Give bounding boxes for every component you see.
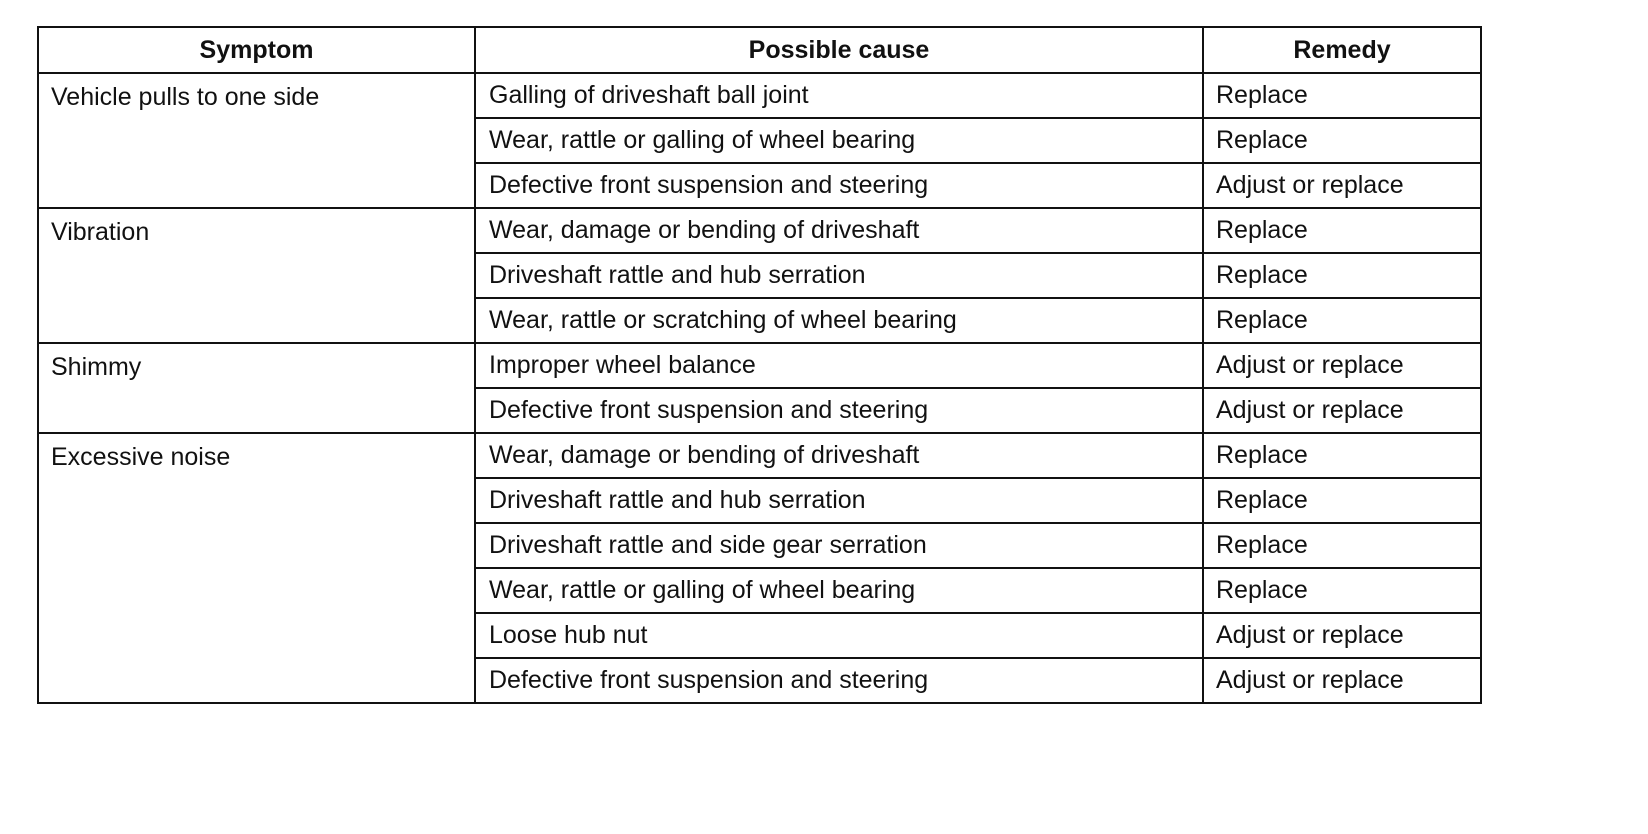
cause-cell: Wear, rattle or galling of wheel bearing bbox=[475, 118, 1203, 163]
remedy-cell: Replace bbox=[1203, 523, 1481, 568]
remedy-cell: Replace bbox=[1203, 208, 1481, 253]
header-remedy: Remedy bbox=[1203, 27, 1481, 73]
remedy-cell: Adjust or replace bbox=[1203, 388, 1481, 433]
cause-cell: Defective front suspension and steering bbox=[475, 388, 1203, 433]
table-header bbox=[38, 27, 1481, 73]
table-row bbox=[38, 343, 1481, 388]
remedy-cell: Replace bbox=[1203, 253, 1481, 298]
cause-cell: Wear, damage or bending of driveshaft bbox=[475, 433, 1203, 478]
header-symptom: Symptom bbox=[38, 27, 475, 73]
remedy-cell: Adjust or replace bbox=[1203, 658, 1481, 703]
remedy-cell: Replace bbox=[1203, 478, 1481, 523]
remedy-cell: Replace bbox=[1203, 298, 1481, 343]
cause-cell: Galling of driveshaft ball joint bbox=[475, 73, 1203, 118]
cause-cell: Improper wheel balance bbox=[475, 343, 1203, 388]
table-row bbox=[38, 433, 1481, 478]
symptom-cell: Vibration bbox=[38, 208, 475, 343]
remedy-cell: Adjust or replace bbox=[1203, 613, 1481, 658]
cause-cell: Driveshaft rattle and side gear serration bbox=[475, 523, 1203, 568]
troubleshooting-table bbox=[37, 26, 1482, 704]
cause-cell: Wear, damage or bending of driveshaft bbox=[475, 208, 1203, 253]
cause-cell: Driveshaft rattle and hub serration bbox=[475, 253, 1203, 298]
remedy-cell: Adjust or replace bbox=[1203, 163, 1481, 208]
remedy-cell: Replace bbox=[1203, 118, 1481, 163]
remedy-cell: Replace bbox=[1203, 73, 1481, 118]
troubleshooting-table-container bbox=[37, 26, 1482, 704]
table-row bbox=[38, 73, 1481, 118]
cause-cell: Loose hub nut bbox=[475, 613, 1203, 658]
symptom-cell: Shimmy bbox=[38, 343, 475, 433]
cause-cell: Defective front suspension and steering bbox=[475, 658, 1203, 703]
table-row bbox=[38, 208, 1481, 253]
cause-cell: Wear, rattle or scratching of wheel bearing bbox=[475, 298, 1203, 343]
symptom-cell: Excessive noise bbox=[38, 433, 475, 703]
remedy-cell: Adjust or replace bbox=[1203, 343, 1481, 388]
table-body bbox=[38, 73, 1481, 703]
cause-cell: Defective front suspension and steering bbox=[475, 163, 1203, 208]
header-row bbox=[38, 27, 1481, 73]
cause-cell: Driveshaft rattle and hub serration bbox=[475, 478, 1203, 523]
cause-cell: Wear, rattle or galling of wheel bearing bbox=[475, 568, 1203, 613]
symptom-cell: Vehicle pulls to one side bbox=[38, 73, 475, 208]
header-possible-cause: Possible cause bbox=[475, 27, 1203, 73]
remedy-cell: Replace bbox=[1203, 568, 1481, 613]
remedy-cell: Replace bbox=[1203, 433, 1481, 478]
